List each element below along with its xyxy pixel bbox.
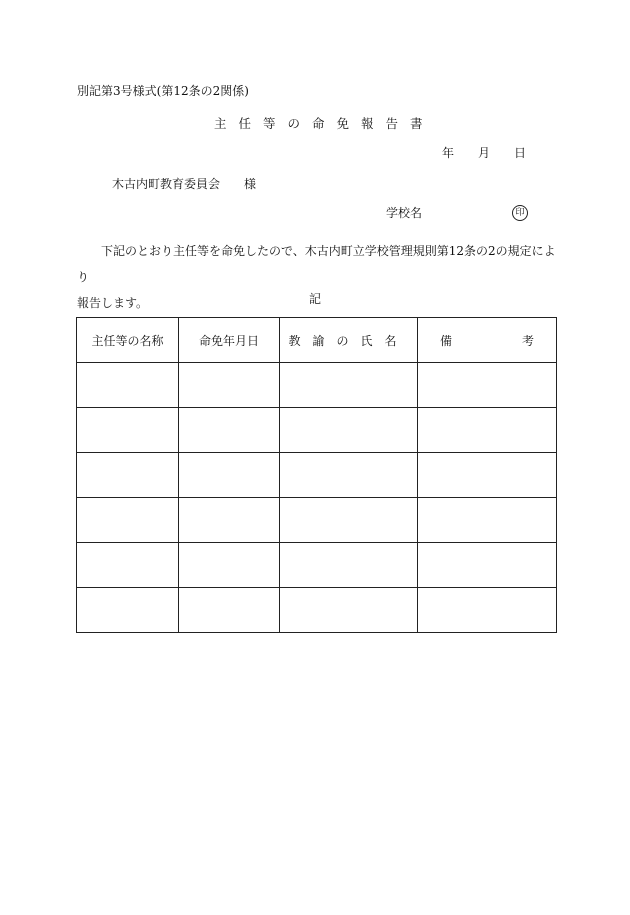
addressee [112, 178, 256, 190]
ki-heading: 記 [309, 292, 322, 306]
cell-remarks[interactable] [418, 453, 557, 498]
cell-date[interactable] [179, 453, 280, 498]
cell-remarks[interactable] [418, 543, 557, 588]
date-day: 日 [514, 146, 527, 160]
cell-teacher[interactable] [280, 453, 418, 498]
cell-date[interactable] [179, 363, 280, 408]
header-date: 命免年月日 [179, 318, 280, 363]
school-name-label: 学校名 [386, 206, 423, 220]
cell-remarks[interactable] [418, 408, 557, 453]
header-position: 主任等の名称 [77, 318, 179, 363]
addressee-honorific: 様 [244, 177, 257, 191]
cell-position[interactable] [77, 498, 179, 543]
document-title: 主任等の命免報告書 [214, 116, 435, 131]
cell-teacher[interactable] [280, 588, 418, 633]
cell-date[interactable] [179, 498, 280, 543]
cell-remarks[interactable] [418, 363, 557, 408]
cell-date[interactable] [179, 543, 280, 588]
date-line [442, 147, 526, 159]
table-row [77, 588, 557, 633]
cell-remarks[interactable] [418, 498, 557, 543]
table-row [77, 363, 557, 408]
cell-position[interactable] [77, 588, 179, 633]
header-remarks-right: 考 [521, 333, 534, 348]
seal-icon: 印 [512, 205, 528, 221]
cell-position[interactable] [77, 543, 179, 588]
cell-date[interactable] [179, 408, 280, 453]
table-row [77, 453, 557, 498]
cell-position[interactable] [77, 408, 179, 453]
cell-teacher[interactable] [280, 363, 418, 408]
cell-teacher[interactable] [280, 498, 418, 543]
date-month: 月 [478, 146, 491, 160]
table-row [77, 543, 557, 588]
header-teacher: 教諭の氏名 [280, 318, 418, 363]
record-table [76, 317, 557, 633]
form-reference: 別記第3号様式(第12条の2関係) [77, 84, 249, 98]
cell-teacher[interactable] [280, 543, 418, 588]
cell-teacher[interactable] [280, 408, 418, 453]
cell-position[interactable] [77, 363, 179, 408]
table-row [77, 498, 557, 543]
body-line-2: 報告します。 [77, 296, 149, 310]
body-line-1: 下記のとおり主任等を命免したので、木古内町立学校管理規則第12条の2の規定により [77, 244, 556, 284]
cell-remarks[interactable] [418, 588, 557, 633]
addressee-name: 木古内町教育委員会 [112, 177, 221, 191]
cell-position[interactable] [77, 453, 179, 498]
cell-date[interactable] [179, 588, 280, 633]
table-header-row [77, 318, 557, 363]
header-remarks-left: 備 [440, 333, 453, 348]
header-remarks [418, 318, 557, 363]
table-row [77, 408, 557, 453]
date-year: 年 [442, 146, 455, 160]
